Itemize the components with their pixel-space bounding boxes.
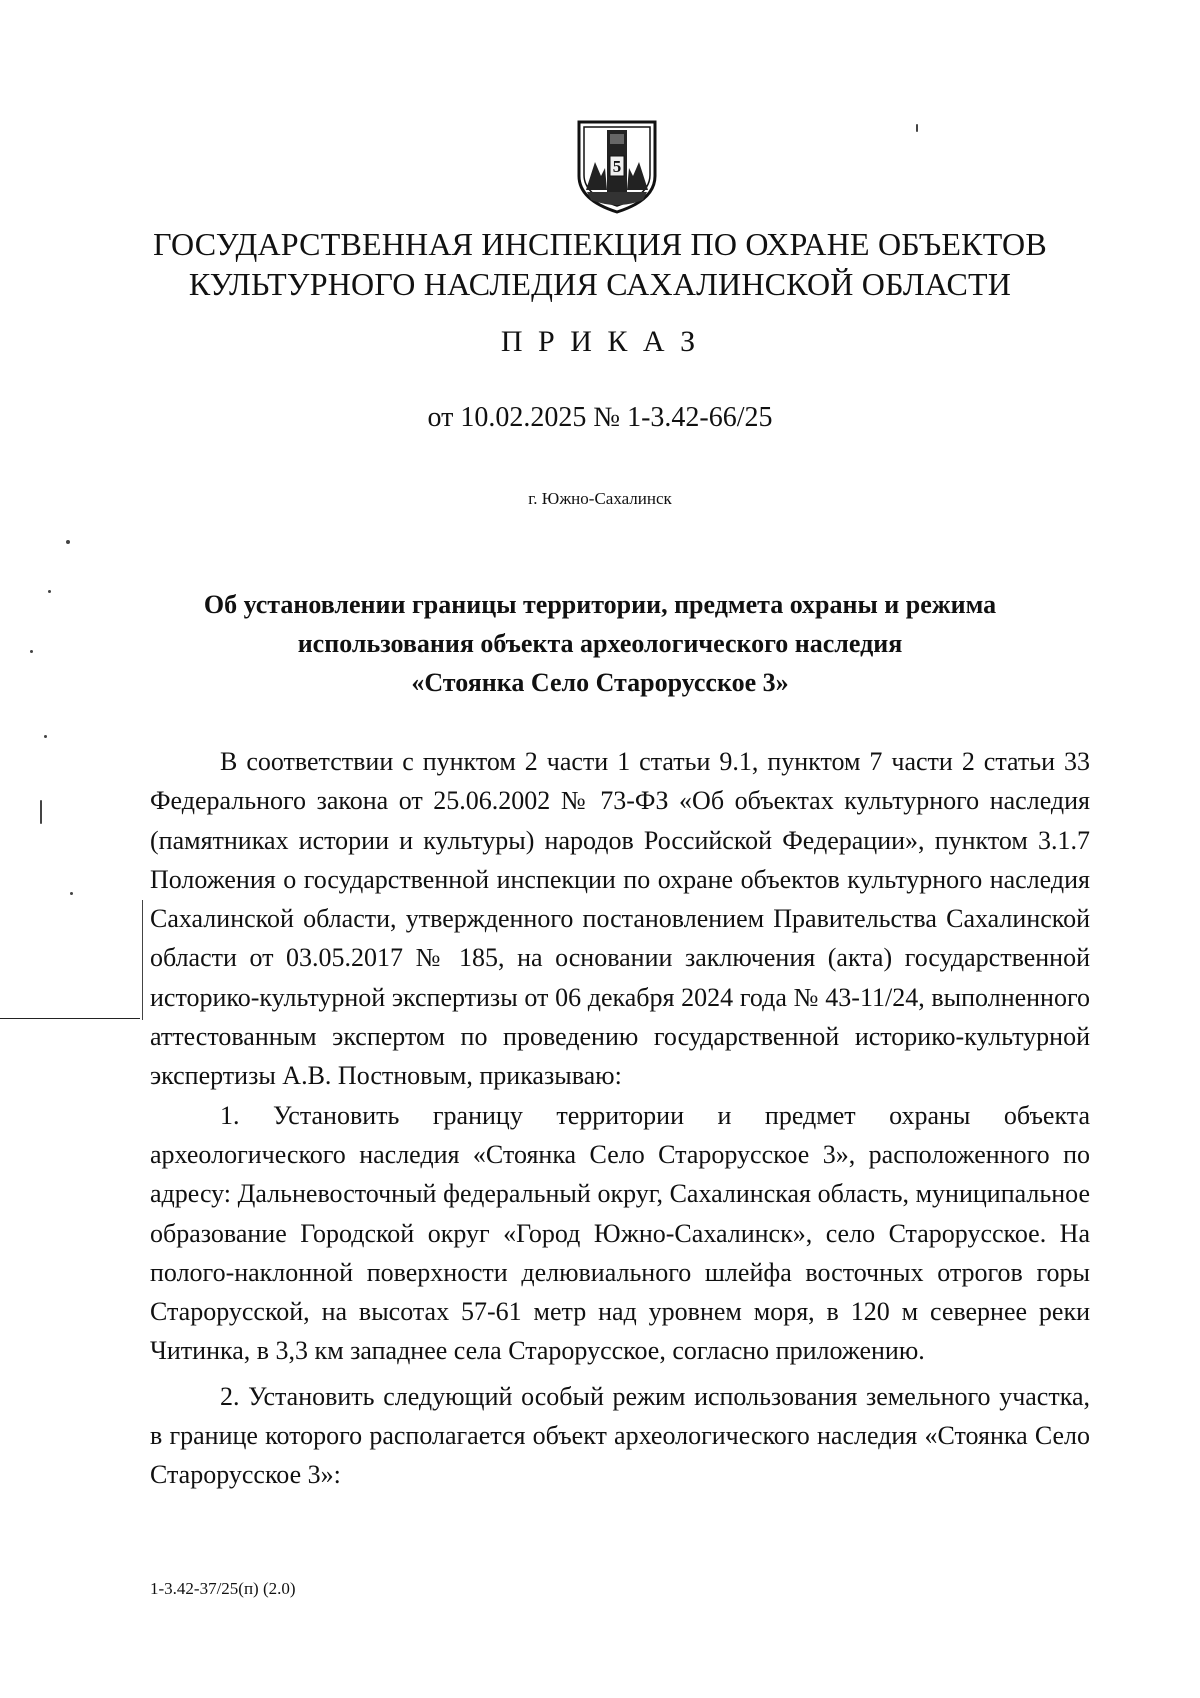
subject-line-1: Об установлении границы территории, предмета охраны и режима [203,590,997,619]
scan-margin-line [0,1018,140,1019]
paragraph-preamble: В соответствии с пунктом 2 части 1 статьи 9.1, пунктом 7 части 2 статьи 33 Федерального закона от 25.06.2002 № 73-ФЗ «Об объектах культурного наследия (памятниках истории и культуры) народов Российской Федерации», пунктом 3.1.7 Положения о государственной инспекции по охране объектов культурного наследия Сахалинской области, утвержденного постановлением Правительства Сахалинской области от 03.05.2017 № 185, на основании заключения (акта) государственной историко-культурной экспертизы от 06 декабря 2024 года № 43-11/24, выполненного аттестованным экспертом по проведению государственной историко-культурной экспертизы А.В. Постновым, приказываю: [150,747,1090,1091]
paragraph-item-1: 1. Установить границу территории и предмет охраны объекта археологического наследия «Стоянка Село Старорусское 3», расположенного по адресу: Дальневосточный федеральный округ, Сахалинская область, муниципальное образование Городской округ «Город Южно-Сахалинск», село Старорусское. На полого-наклонной поверхности делювиального шлейфа восточных отрогов горы Старорусской, на высотах 57-61 метр над уровнем моря, в 120 м севернее реки Читинка, в 3,3 км западнее села Старорусское, согласно приложению. [150,1100,1090,1366]
scan-speck [30,650,33,653]
scan-speck [40,800,42,824]
order-label: П Р И К А З [500,325,700,358]
org-title-line-2: КУЛЬТУРНОГО НАСЛЕДИЯ САХАЛИНСКОЙ ОБЛАСТИ [188,266,1012,302]
organization-title [100,224,1100,304]
scan-margin-vertical-line [142,900,143,1020]
scan-speck [70,892,73,895]
emblem-number: 5 [612,157,622,176]
scan-speck [66,540,70,544]
city: г. Южно-Сахалинск [528,489,672,508]
coat-of-arms-icon [571,116,663,216]
paragraph-item-2: 2. Установить следующий особый режим использования земельного участка, в границе которого располагается объект археологического наследия «Стоянка Село Старорусское 3»: [150,1381,1090,1490]
scan-speck [44,735,47,738]
order-date-number: от 10.02.2025 № 1-3.42-66/25 [427,402,773,433]
scan-speck [916,124,918,132]
document-body [150,742,1090,1495]
subject-line-3: «Стоянка Село Старорусское 3» [411,668,789,697]
order-subject [150,585,1050,702]
scan-speck [48,590,51,593]
subject-line-2: использования объекта археологического наследия [297,629,903,658]
org-title-line-1: ГОСУДАРСТВЕННАЯ ИНСПЕКЦИЯ ПО ОХРАНЕ ОБЪЕКТОВ [153,226,1047,262]
document-code: 1-3.42-37/25(п) (2.0) [150,1579,296,1598]
